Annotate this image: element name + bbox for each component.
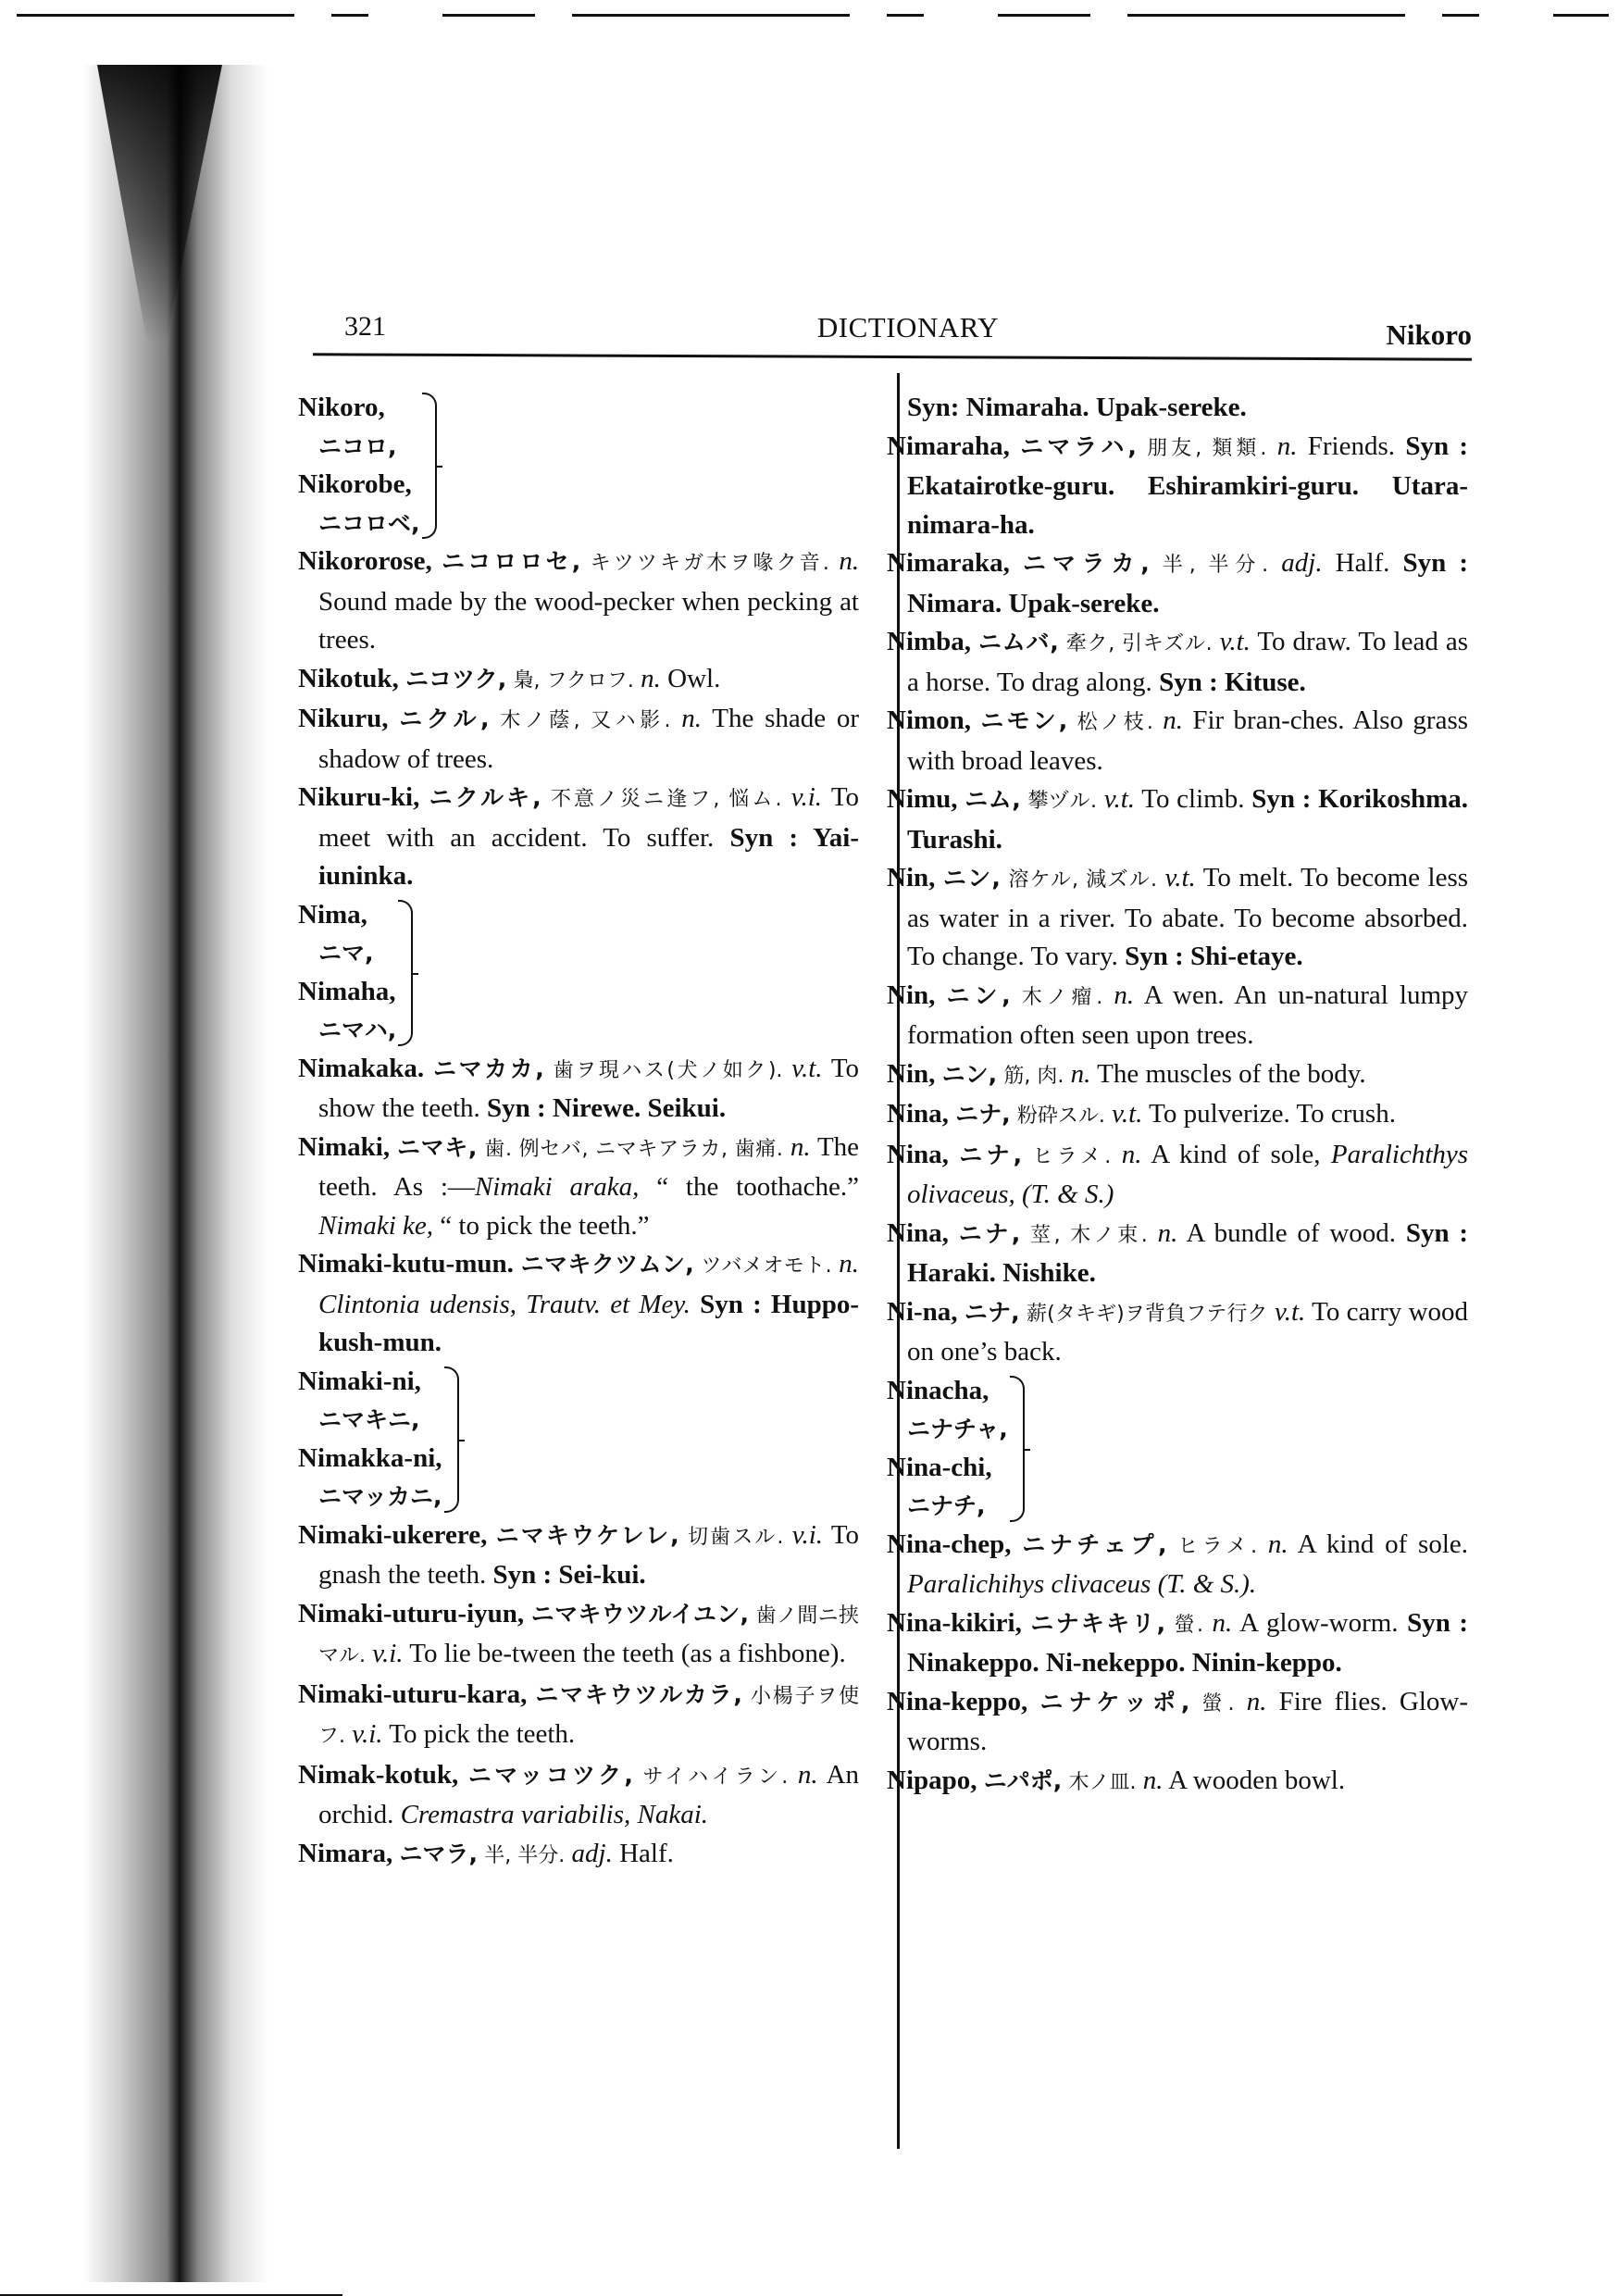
- japanese-gloss: 螢.: [1201, 1691, 1235, 1716]
- synonyms: Syn : Shi-etaye.: [1125, 942, 1303, 971]
- katakana-form: ニナケッポ,: [1039, 1688, 1190, 1716]
- katakana-form: ニマ,: [318, 940, 374, 967]
- headword: Nima,: [298, 899, 367, 930]
- headword: Nina-keppo,: [887, 1686, 1028, 1716]
- katakana-form: ニン,: [941, 1060, 998, 1088]
- synonyms: Syn : Sei-kui.: [492, 1560, 646, 1590]
- headword: Nimaki-ni,: [298, 1366, 421, 1396]
- japanese-gloss: 薪(タキギ)ヲ背負フテ行ク: [1027, 1302, 1268, 1326]
- japanese-gloss: 半, 半分.: [484, 1843, 566, 1867]
- headword: Nimaki,: [298, 1131, 391, 1162]
- english-definition: A kind of sole.: [1297, 1529, 1469, 1559]
- headword: Nimaki-kutu-mun.: [298, 1249, 514, 1279]
- english-definition: Half.: [1335, 548, 1390, 578]
- katakana-form: ニマキクツムン,: [520, 1251, 694, 1278]
- katakana-form: ニナチ,: [907, 1492, 986, 1519]
- part-of-speech: adj.: [1281, 548, 1323, 578]
- headword: Nin,: [887, 863, 936, 892]
- book-gutter-shadow: [83, 65, 268, 2282]
- katakana-form: ニナチェプ,: [1022, 1530, 1167, 1558]
- english-definition: The shade or shadow of trees.: [318, 704, 860, 774]
- dictionary-entry: [887, 1762, 1468, 1803]
- scientific-name: Paralichthys olivaceus, (T. & S.): [907, 1139, 1469, 1209]
- dictionary-entry: [887, 623, 1468, 702]
- part-of-speech: v.t.: [791, 1053, 823, 1083]
- grouped-entry: [298, 389, 859, 543]
- dictionary-entry: [887, 1095, 1468, 1136]
- japanese-gloss: ツバメオモト.: [701, 1254, 832, 1278]
- synonyms: Syn : Nirewe. Seikui.: [487, 1093, 727, 1123]
- synonyms: Syn : Haraki. Nishike.: [907, 1217, 1469, 1288]
- katakana-form: ニマハ,: [318, 1017, 397, 1043]
- dictionary-entry: [887, 1526, 1468, 1604]
- english-definition: To pulverize. To crush.: [1149, 1099, 1396, 1129]
- katakana-form: ニクルキ,: [429, 784, 541, 811]
- synonyms: Syn : Kituse.: [1159, 667, 1306, 697]
- dictionary-entry: [298, 700, 859, 779]
- dictionary-entry: [887, 1055, 1468, 1096]
- part-of-speech: v.t.: [1103, 784, 1136, 814]
- katakana-form: ニマキウツルイユン,: [530, 1600, 750, 1628]
- japanese-gloss: ヒラメ.: [1032, 1144, 1112, 1168]
- dictionary-entry: [887, 859, 1468, 977]
- dictionary-entry: [887, 1683, 1468, 1762]
- katakana-form: ニマラ,: [399, 1840, 479, 1867]
- japanese-gloss: サイハイラン.: [642, 1765, 789, 1789]
- scientific-name: Cremastra variabilis, Nakai.: [400, 1800, 709, 1829]
- headword: Nimaki-ukerere,: [298, 1519, 488, 1550]
- part-of-speech: n.: [790, 1131, 811, 1162]
- katakana-form: ニマキウツルカラ,: [535, 1680, 742, 1708]
- page-top-edge: [17, 14, 1609, 17]
- english-definition: To meet with an accident. To suffer.: [318, 782, 860, 853]
- headword: Nimakka-ni,: [298, 1442, 442, 1473]
- left-column: [298, 389, 859, 1875]
- headword: Nimaha,: [298, 976, 396, 1006]
- grouped-entry: [887, 1372, 1468, 1526]
- katakana-form: ニマッコツク,: [467, 1761, 633, 1789]
- headword: Nin,: [887, 980, 936, 1010]
- right-column: [887, 389, 1468, 1802]
- katakana-form: ニム,: [965, 786, 1021, 813]
- headword: Nimaki-uturu-iyun,: [298, 1598, 525, 1628]
- katakana-form: ニモン,: [980, 707, 1068, 734]
- japanese-gloss: キツツキガ木ヲ喙ク音.: [590, 552, 829, 575]
- katakana-form: ニパポ,: [983, 1766, 1063, 1794]
- japanese-gloss: 小楊子ヲ使フ.: [318, 1684, 859, 1748]
- dictionary-entry: [298, 1676, 859, 1756]
- english-definition: A glow-worm.: [1239, 1607, 1399, 1638]
- headword-forms: [887, 1372, 1008, 1526]
- english-definition: To gnash the teeth.: [318, 1519, 860, 1590]
- japanese-gloss: 木ノ瘤.: [1021, 985, 1103, 1009]
- english-definition: To draw. To lead as a horse. To drag along.: [907, 627, 1469, 697]
- part-of-speech: v.t.: [1164, 863, 1196, 892]
- dictionary-entry: [298, 1756, 859, 1835]
- example-phrase: Nimaki araka,: [474, 1172, 640, 1202]
- part-of-speech: n.: [839, 1249, 860, 1279]
- part-of-speech: n.: [1246, 1686, 1267, 1716]
- dictionary-entry: [887, 1293, 1468, 1372]
- part-of-speech: n.: [1212, 1607, 1233, 1638]
- japanese-gloss: 粉砕スル.: [1016, 1104, 1105, 1128]
- japanese-gloss: 莖, 木ノ束.: [1030, 1223, 1148, 1247]
- japanese-gloss: 筋, 肉.: [1003, 1064, 1064, 1088]
- katakana-form: ニナキキリ,: [1030, 1609, 1166, 1637]
- japanese-gloss: 切歯スル.: [688, 1525, 784, 1549]
- dictionary-entry: [887, 1604, 1468, 1683]
- english-definition: Fir bran-ches. Also grass with broad leaves.: [907, 705, 1469, 776]
- japanese-gloss: 歯ノ間ニ挟マル.: [318, 1603, 859, 1667]
- headword: Nikorobe,: [298, 469, 412, 499]
- katakana-form: ニマカカ,: [433, 1054, 544, 1082]
- part-of-speech: n.: [1114, 980, 1135, 1010]
- english-definition: Friends.: [1307, 430, 1396, 461]
- katakana-form: ニクル,: [399, 705, 490, 732]
- synonyms: Syn : Huppo-kush-mun.: [318, 1289, 860, 1357]
- part-of-speech: n.: [1121, 1139, 1142, 1169]
- dictionary-entry: [298, 1050, 859, 1129]
- japanese-gloss: 歯. 例セバ, ニマキアラカ, 歯痛.: [484, 1137, 783, 1161]
- katakana-form: ニン,: [942, 865, 1001, 892]
- dictionary-entry: [298, 779, 859, 896]
- headword: Ni-na,: [887, 1296, 958, 1327]
- headword: Nipapo,: [887, 1765, 977, 1795]
- japanese-gloss: ヒラメ.: [1177, 1534, 1258, 1558]
- synonyms: Syn : Ekatairotke-guru. Eshiramkiri-guru. Utara-nimara-ha.: [907, 430, 1469, 540]
- headword-forms: [298, 1363, 442, 1516]
- katakana-form: ニナチャ,: [907, 1416, 1008, 1442]
- katakana-form: ニマッカニ,: [318, 1483, 442, 1510]
- continuation-synonyms: Syn: Nimaraha. Upak-sereke.: [907, 393, 1247, 422]
- headword: Nikoro,: [298, 393, 385, 422]
- japanese-gloss: 螢.: [1174, 1613, 1203, 1637]
- headword: Nin,: [887, 1058, 936, 1089]
- katakana-form: ニマラハ,: [1020, 432, 1137, 460]
- japanese-gloss: 梟, フクロフ.: [513, 668, 634, 693]
- part-of-speech: v.t.: [1275, 1296, 1306, 1327]
- brace-icon: [444, 1366, 459, 1513]
- page-number: 321: [344, 311, 386, 342]
- japanese-gloss: 朋友, 類類.: [1147, 436, 1267, 460]
- english-definition: The muscles of the body.: [1097, 1058, 1366, 1089]
- brace-icon: [1010, 1376, 1025, 1522]
- english-definition: To lie be-tween the teeth (as a fishbone).: [409, 1639, 846, 1668]
- english-definition: To pick the teeth.: [389, 1719, 576, 1749]
- dictionary-entry: [298, 660, 859, 701]
- english-definition: An orchid.: [318, 1759, 860, 1829]
- katakana-form: ニナ,: [959, 1141, 1023, 1168]
- dictionary-entry: [298, 1516, 859, 1595]
- part-of-speech: n.: [797, 1759, 818, 1790]
- japanese-gloss: 不意ノ災ニ逢フ, 悩ム.: [550, 788, 782, 811]
- headword: Nimaraha,: [887, 430, 1010, 461]
- headword-forms: [298, 896, 396, 1050]
- katakana-form: ニマキニ,: [318, 1406, 420, 1433]
- headword: Nimon,: [887, 705, 972, 735]
- headword: Nikuru,: [298, 704, 389, 733]
- english-definition: To carry wood on one’s back.: [907, 1296, 1469, 1366]
- dictionary-entry: [298, 543, 859, 660]
- part-of-speech: v.i.: [352, 1719, 383, 1749]
- headword-forms: [298, 389, 420, 543]
- part-of-speech: n.: [1276, 430, 1298, 461]
- katakana-form: ニコロロセ,: [442, 548, 581, 575]
- japanese-gloss: 木ノ蔭, 又ハ影.: [500, 709, 671, 732]
- english-definition: Owl.: [667, 663, 721, 693]
- headword: Nikororose,: [298, 546, 432, 576]
- katakana-form: ニコロベ,: [318, 509, 420, 537]
- part-of-speech: v.i.: [372, 1639, 404, 1668]
- japanese-gloss: 歯ヲ現ハス(犬ノ如ク).: [553, 1058, 783, 1082]
- part-of-speech: v.t.: [1112, 1099, 1143, 1129]
- headword: Nimba,: [887, 627, 972, 656]
- brace-icon: [398, 900, 413, 1046]
- dictionary-entry: [887, 1215, 1468, 1293]
- brace-icon: [422, 393, 437, 539]
- headword: Ninacha,: [887, 1375, 989, 1405]
- katakana-form: ニマキウケレレ,: [495, 1521, 679, 1549]
- japanese-gloss: 半, 半分.: [1162, 554, 1269, 577]
- katakana-form: ニン,: [946, 981, 1011, 1009]
- part-of-speech: n.: [681, 704, 703, 733]
- katakana-form: ニナ,: [955, 1101, 1011, 1128]
- part-of-speech: n.: [1142, 1765, 1164, 1795]
- part-of-speech: adj.: [571, 1838, 613, 1868]
- katakana-form: ニムバ,: [978, 629, 1059, 655]
- headword: Nimak-kotuk,: [298, 1759, 459, 1790]
- headword: Nimu,: [887, 784, 958, 814]
- headword: Nikotuk,: [298, 663, 399, 693]
- japanese-gloss: 木ノ皿.: [1068, 1770, 1137, 1794]
- guide-word: Nikoro: [1386, 318, 1472, 351]
- part-of-speech: n.: [641, 663, 661, 693]
- example-gloss: “ the toothache.”: [656, 1172, 860, 1202]
- headword: Nimaraka,: [887, 548, 1010, 578]
- english-definition: Fire flies. Glow-worms.: [907, 1686, 1469, 1756]
- dictionary-entry: [298, 1245, 859, 1363]
- headword: Nina,: [887, 1139, 949, 1169]
- english-definition: Half.: [619, 1838, 674, 1868]
- dictionary-entry: [887, 780, 1468, 859]
- english-definition: To melt. To become less as water in a river. To abate. To become absorbed. To change. To vary.: [907, 863, 1469, 971]
- grouped-entry: [298, 896, 859, 1050]
- part-of-speech: n.: [1163, 705, 1183, 735]
- grouped-entry: [298, 1363, 859, 1516]
- dictionary-entry: [298, 1835, 859, 1876]
- page-header: [344, 306, 1472, 361]
- dictionary-entry: [887, 544, 1468, 623]
- english-definition: To climb.: [1141, 784, 1245, 814]
- katakana-form: ニコツク,: [405, 665, 507, 693]
- headword: Nimara,: [298, 1838, 393, 1868]
- english-definition: Sound made by the wood-pecker when pecking at trees.: [318, 586, 859, 655]
- headword: Nina-chep,: [887, 1529, 1012, 1559]
- english-definition: A wen. An un-natural lumpy formation often seen upon trees.: [907, 980, 1469, 1050]
- headword: Nimakaka.: [298, 1053, 425, 1083]
- english-definition: A bundle of wood.: [1186, 1217, 1397, 1248]
- part-of-speech: v.i.: [790, 782, 823, 812]
- japanese-gloss: 溶ケル, 減ズル.: [1008, 868, 1157, 892]
- headword: Nina-kikiri,: [887, 1607, 1022, 1638]
- japanese-gloss: 攀ヅル.: [1027, 790, 1097, 813]
- katakana-form: ニマキ,: [397, 1133, 478, 1161]
- english-definition: To show the teeth.: [318, 1053, 860, 1123]
- part-of-speech: n.: [839, 546, 860, 576]
- part-of-speech: v.i.: [791, 1519, 823, 1550]
- dictionary-entry: [887, 1136, 1468, 1215]
- example-phrase: Nimaki ke,: [318, 1210, 434, 1241]
- katakana-form: ニナ,: [958, 1219, 1021, 1247]
- scientific-name: Paralichihys clivaceus (T. & S.).: [907, 1569, 1257, 1599]
- part-of-speech: n.: [1267, 1529, 1288, 1559]
- part-of-speech: v.t.: [1219, 627, 1251, 656]
- dictionary-entry: [298, 1129, 859, 1246]
- katakana-form: ニナ,: [964, 1298, 1020, 1326]
- synonyms: Syn : Ninakeppo. Ni-nekeppo. Ninin-keppo.: [907, 1607, 1469, 1678]
- dictionary-entry: [298, 1595, 859, 1676]
- scientific-name: Clintonia udensis, Trautv. et Mey.: [318, 1289, 691, 1319]
- katakana-form: ニコロ,: [318, 432, 397, 460]
- headword: Nimaki-uturu-kara,: [298, 1678, 528, 1709]
- synonyms: Syn : Nimara. Upak-sereke.: [907, 548, 1469, 618]
- english-definition: A wooden bowl.: [1168, 1765, 1346, 1795]
- dictionary-entry: [887, 977, 1468, 1055]
- dictionary-entry: [887, 428, 1468, 545]
- headword: Nina-chi,: [887, 1452, 992, 1482]
- japanese-gloss: 松ノ枝.: [1077, 711, 1153, 734]
- part-of-speech: n.: [1070, 1058, 1091, 1089]
- dictionary-entry: [887, 702, 1468, 780]
- synonyms: Syn : Korikoshma. Turashi.: [907, 784, 1469, 855]
- running-title: DICTIONARY: [816, 311, 1000, 343]
- part-of-speech: n.: [1157, 1217, 1178, 1248]
- katakana-form: ニマラカ,: [1023, 550, 1150, 577]
- headword: Nina,: [887, 1217, 949, 1248]
- headword: Nikuru-ki,: [298, 782, 420, 812]
- english-definition: The teeth. As :—: [318, 1131, 860, 1202]
- synonyms: Syn : Yai-iuninka.: [318, 822, 860, 891]
- example-gloss: “ to pick the teeth.”: [440, 1210, 650, 1241]
- japanese-gloss: 牽ク, 引キズル.: [1065, 632, 1213, 655]
- headword: Nina,: [887, 1099, 949, 1129]
- english-definition: A kind of sole,: [1151, 1139, 1321, 1169]
